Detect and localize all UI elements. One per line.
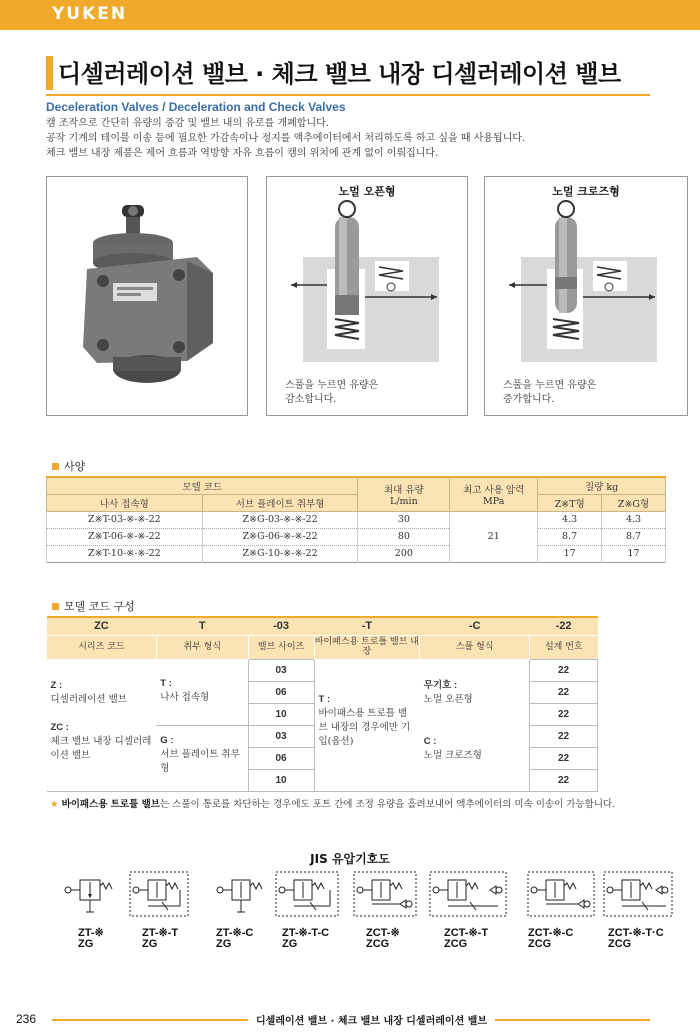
size-cell: 06 xyxy=(248,681,314,703)
hdr-spool: 스풀 형식 xyxy=(420,635,530,659)
spool-close-code: C : xyxy=(423,736,437,747)
jis-symbol-2 xyxy=(128,870,190,920)
table-row xyxy=(47,528,666,545)
label-line2: ZG xyxy=(78,938,94,950)
product-photo xyxy=(46,176,248,416)
design-cell: 22 xyxy=(530,681,598,703)
hdr-mounting: 취부 형식 xyxy=(156,635,248,659)
label-suffix: -※-T xyxy=(154,927,179,939)
jis-symbol-3 xyxy=(214,870,270,920)
th-model-code: 모델 코드 xyxy=(47,477,358,494)
hdr-size: 밸브 사이즈 xyxy=(248,635,314,659)
cell-subplate: Z※G-06-※-※-22 xyxy=(202,528,358,545)
label-line1: ZT xyxy=(142,927,155,939)
jis-label-7 xyxy=(528,928,573,950)
code-t: T xyxy=(156,617,248,635)
figure-title: 노멀 크로즈형 xyxy=(552,185,620,198)
bypass-cell xyxy=(314,659,420,791)
th-max-flow xyxy=(358,477,450,511)
label-suffix: -※-T xyxy=(464,927,489,939)
spool-cell xyxy=(420,659,530,791)
series-z-code: Z : xyxy=(50,680,63,691)
label-suffix: -※-T-C xyxy=(294,927,330,939)
label-line2: ZG xyxy=(216,938,232,950)
cell-weight-g: 17 xyxy=(602,545,666,562)
table-row xyxy=(47,545,666,562)
cell-weight-t: 8.7 xyxy=(538,528,602,545)
jis-symbol-6 xyxy=(428,870,508,920)
page-subtitle: Deceleration Valves / Deceleration and Check Valves xyxy=(46,100,346,114)
jis-label-4 xyxy=(282,928,329,950)
jis-title: JIS 유압기호도 xyxy=(310,852,390,866)
cell-weight-g: 4.3 xyxy=(602,511,666,528)
section-bullet xyxy=(52,463,59,470)
caption-line: 감소합니다. xyxy=(285,394,337,405)
label-line1: ZT xyxy=(282,927,295,939)
top-bar xyxy=(0,0,700,30)
mounting-g-desc: 서브 플레이트 취부형 xyxy=(160,748,240,774)
cell-threaded: Z※T-10-※-※-22 xyxy=(47,545,203,562)
spec-section-heading xyxy=(52,458,85,474)
description xyxy=(46,116,525,161)
design-cell: 22 xyxy=(530,659,598,681)
th-weight: 질량 kg xyxy=(538,477,666,494)
footer-title: 디셀레이션 밸브 · 체크 밸브 내장 디셀러레이션 밸브 xyxy=(248,1012,495,1027)
label-suffix: -※-C xyxy=(228,927,254,939)
cell-threaded: Z※T-03-※-※-22 xyxy=(47,511,203,528)
th-weight-t: Z※T형 xyxy=(538,494,602,511)
jis-symbol-5 xyxy=(352,870,418,920)
code-bypass: -T xyxy=(314,617,420,635)
page-title: 디셀러레이션 밸브 · 체크 밸브 내장 디셀러레이션 밸브 xyxy=(58,60,621,88)
label-line1: ZT xyxy=(216,927,229,939)
section-title: 모델 코드 구성 xyxy=(64,600,135,613)
cell-weight-t: 17 xyxy=(538,545,602,562)
section-bullet xyxy=(52,603,59,610)
cell-threaded: Z※T-06-※-※-22 xyxy=(47,528,203,545)
spec-table xyxy=(46,476,666,563)
figure-caption xyxy=(503,379,596,407)
star-icon: ★ xyxy=(50,799,59,810)
cell-flow: 30 xyxy=(358,511,450,528)
jis-label-3 xyxy=(216,928,253,950)
jis-label-2 xyxy=(142,928,178,950)
bypass-note xyxy=(50,796,615,810)
cell-weight-t: 4.3 xyxy=(538,511,602,528)
yuken-logo: YUKEN xyxy=(52,4,128,24)
code-zc: ZC xyxy=(47,617,157,635)
label-line2: ZCG xyxy=(444,938,468,950)
spool-open-desc: 노멀 오픈형 xyxy=(423,694,473,705)
hdr-bypass: 바이패스용 트로틀 밸브 내장 xyxy=(314,635,420,659)
description-line: 캠 조작으로 간단히 유량의 증감 및 밸브 내의 유로를 개폐합니다. xyxy=(46,118,329,129)
design-cell: 22 xyxy=(530,703,598,725)
title-accent xyxy=(46,56,53,90)
hdr-design: 설계 번호 xyxy=(530,635,598,659)
bypass-desc: 바이패스용 트로틀 밸브 내장의 경우에만 기입(옵션) xyxy=(318,708,411,747)
mounting-g-code: G : xyxy=(160,734,174,746)
description-line: 공작 기계의 테이블 이송 등에 필요한 가감속이나 정지를 액추에이터에서 처리하도록 하고 싶을 때 사용됩니다. xyxy=(46,133,526,144)
label-line1: ZCT xyxy=(608,927,629,939)
label-suffix: -※-C xyxy=(548,927,574,939)
size-cell: 03 xyxy=(248,725,314,747)
bypass-code: T : xyxy=(318,694,331,705)
cell-weight-g: 8.7 xyxy=(602,528,666,545)
th-threaded: 나사 접속형 xyxy=(47,494,203,511)
label-line1: ZCT xyxy=(366,927,387,939)
label-line1: ZT xyxy=(78,927,91,939)
th-max-pressure-label: 최고 사용 압력 xyxy=(463,484,525,496)
label-suffix: -※ xyxy=(386,927,400,939)
th-max-flow-unit: L/min xyxy=(390,495,418,507)
hdr-series: 시리즈 코드 xyxy=(47,635,157,659)
design-cell: 22 xyxy=(530,725,598,747)
spool-close-desc: 노멀 크로즈형 xyxy=(423,750,482,761)
size-cell: 06 xyxy=(248,747,314,769)
series-z-desc: 디셀러레이션 밸브 xyxy=(50,694,127,705)
th-subplate: 서브 플레이트 취부형 xyxy=(202,494,358,511)
title-rule xyxy=(46,94,650,96)
spool-open-code: 무기호 : xyxy=(423,680,458,691)
jis-symbol-7 xyxy=(526,870,596,920)
caption-line: 스풀을 누르면 유량은 xyxy=(503,380,597,391)
cell-subplate: Z※G-10-※-※-22 xyxy=(202,545,358,562)
code-spool: -C xyxy=(420,617,530,635)
model-code-section-heading xyxy=(52,598,135,614)
label-line1: ZCT xyxy=(528,927,549,939)
mounting-t-desc: 나사 접속형 xyxy=(160,692,210,703)
series-zc-desc: 체크 밸브 내장 디셀러레이션 밸브 xyxy=(50,736,152,761)
table-row xyxy=(47,511,666,528)
cell-flow: 80 xyxy=(358,528,450,545)
size-cell: 10 xyxy=(248,769,314,791)
size-cell: 10 xyxy=(248,703,314,725)
size-cell: 03 xyxy=(248,659,314,681)
mounting-t-code: T : xyxy=(160,678,172,689)
label-suffix: -※ xyxy=(90,927,104,939)
th-max-pressure-unit: MPa xyxy=(483,495,505,507)
description-line: 체크 밸브 내장 제품은 제어 흐름과 역방향 자유 흐름이 캠의 위치에 관계 없이 이뤄집니다. xyxy=(46,148,439,159)
page-number: 236 xyxy=(16,1012,37,1026)
caption-line: 스풀을 누르면 유량은 xyxy=(285,380,379,391)
design-cell: 22 xyxy=(530,747,598,769)
label-line2: ZG xyxy=(282,938,298,950)
normal-close-figure xyxy=(484,176,688,416)
mounting-g-cell xyxy=(156,725,248,791)
series-zc-code: ZC : xyxy=(50,722,69,733)
jis-label-1 xyxy=(78,928,104,950)
cell-flow: 200 xyxy=(358,545,450,562)
label-line2: ZCG xyxy=(366,938,390,950)
th-max-pressure xyxy=(450,477,538,511)
figure-caption xyxy=(285,379,378,407)
jis-symbol-8 xyxy=(602,870,674,920)
label-suffix: -※-T·C xyxy=(628,927,664,939)
jis-label-5 xyxy=(366,928,400,950)
jis-symbol-1 xyxy=(62,870,122,920)
series-cell xyxy=(47,659,157,791)
label-line1: ZCT xyxy=(444,927,465,939)
code-design: -22 xyxy=(530,617,598,635)
section-title: 사양 xyxy=(64,460,86,473)
jis-symbol-4 xyxy=(274,870,340,920)
figure-title: 노멀 오픈형 xyxy=(338,185,396,198)
mounting-t-cell xyxy=(156,659,248,725)
cell-subplate: Z※G-03-※-※-22 xyxy=(202,511,358,528)
th-weight-g: Z※G형 xyxy=(602,494,666,511)
caption-line: 증가합니다. xyxy=(503,394,555,405)
jis-label-8 xyxy=(608,928,664,950)
code-size: -03 xyxy=(248,617,314,635)
model-code-table xyxy=(46,616,598,792)
normal-open-figure xyxy=(266,176,468,416)
th-max-flow-label: 최대 유량 xyxy=(384,484,424,496)
jis-label-6 xyxy=(444,928,488,950)
label-line2: ZCG xyxy=(608,938,632,950)
cell-pressure: 21 xyxy=(450,511,538,562)
label-line2: ZG xyxy=(142,938,158,950)
note-bold: 바이패스용 트로틀 밸브 xyxy=(61,799,160,810)
design-cell: 22 xyxy=(530,769,598,791)
note-text: 는 스풀이 통로를 차단하는 경우에도 포트 간에 조정 유량을 흘려보내어 액추에이터의 미속 이송이 가능합니다. xyxy=(159,799,616,810)
label-line2: ZCG xyxy=(528,938,552,950)
